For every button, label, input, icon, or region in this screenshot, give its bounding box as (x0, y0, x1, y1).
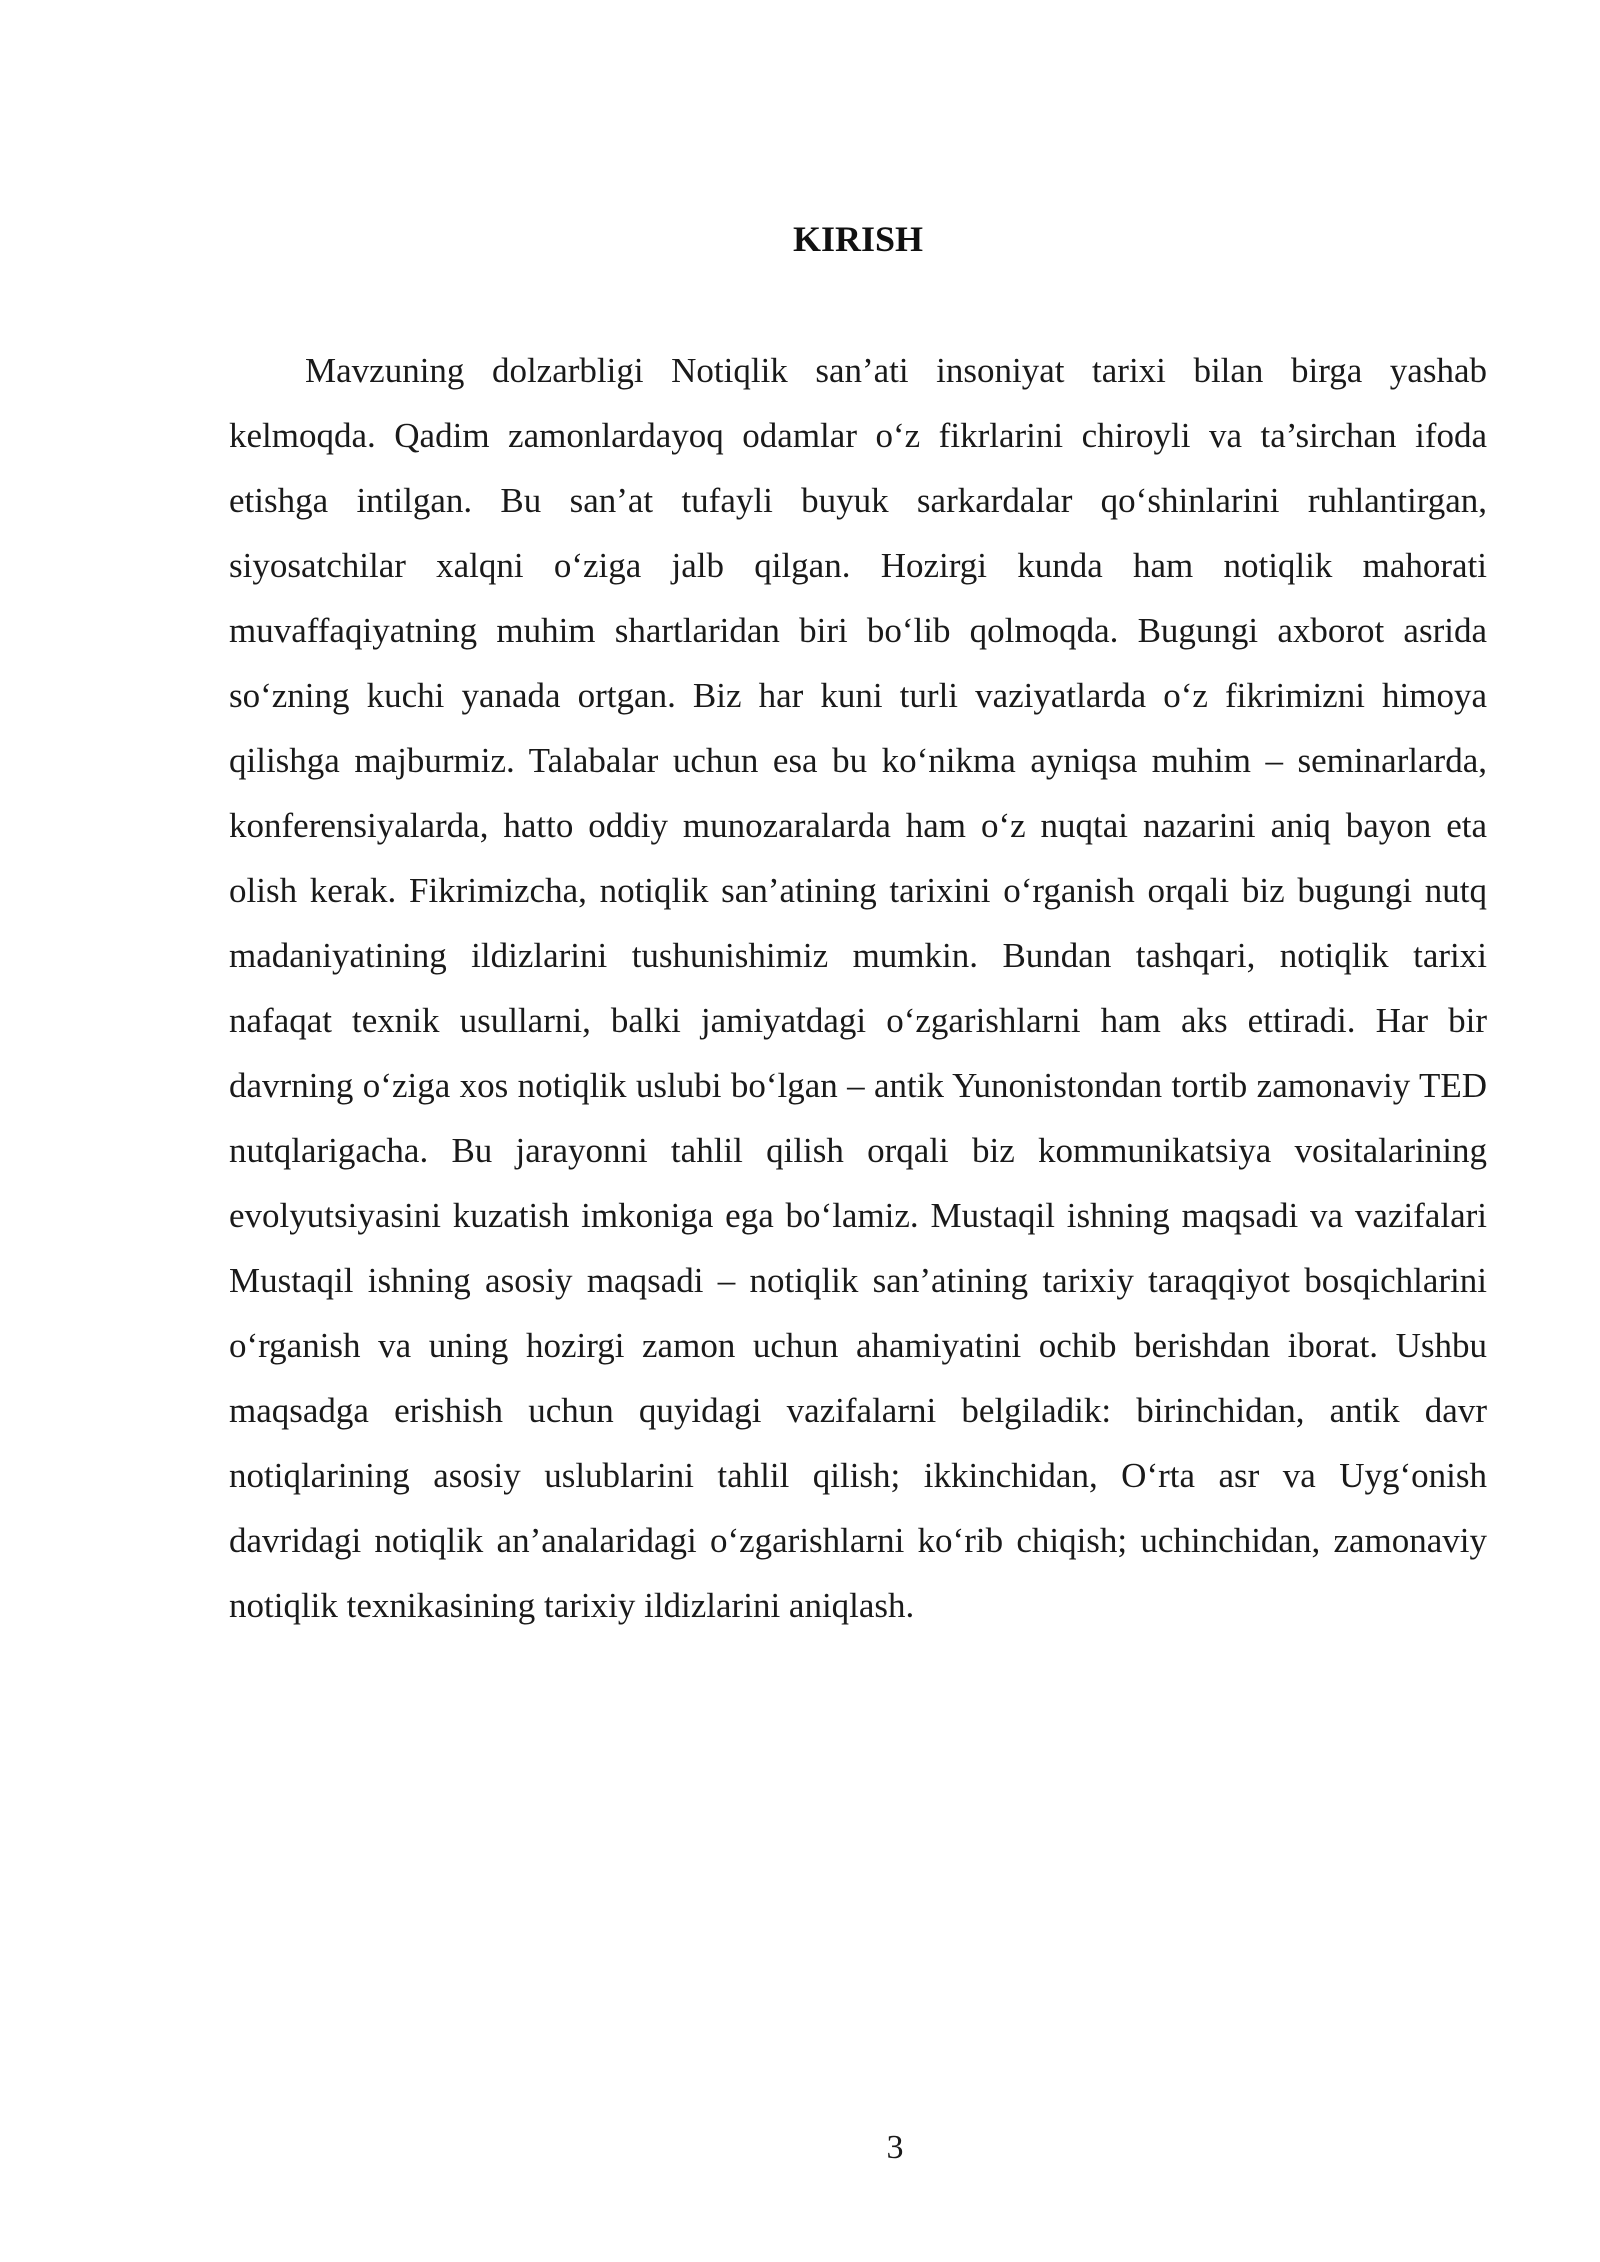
body-paragraph: Mavzuning dolzarbligi Notiqlik san’ati insoniyat tarixi bilan birga yashab kelmoqda. Qadim zamonlardayoq odamlar o‘z fikrlarini chiroyli va ta’sirchan ifoda etishga intilgan. Bu san’at tufayli buyuk sarkardalar qo‘shinlarini ruhlantirgan, siyosatchilar xalqni o‘ziga jalb qilgan. Hozirgi kunda ham notiqlik mahorati muvaffaqiyatning muhim shartlaridan biri bo‘lib qolmoqda. Bugungi axborot asrida so‘zning kuchi yanada ortgan. Biz har kuni turli vaziyatlarda o‘z fikrimizni himoya qilishga majburmiz. Talabalar uchun esa bu ko‘nikma ayniqsa muhim – seminarlarda, konferensiyalarda, hatto oddiy munozaralarda ham o‘z nuqtai nazarini aniq bayon eta olish kerak. Fikrimizcha, notiqlik san’atining tarixini o‘rganish orqali biz bugungi nutq madaniyatining ildizlarini tushunishimiz mumkin. Bundan tashqari, notiqlik tarixi nafaqat texnik usullarni, balki jamiyatdagi o‘zgarishlarni ham aks ettiradi. Har bir davrning o‘ziga xos notiqlik uslubi bo‘lgan – antik Yunonistondan tortib zamonaviy TED nutqlarigacha. Bu jarayonni tahlil qilish orqali biz kommunikatsiya vositalarining evolyutsiyasini kuzatish imkoniga ega bo‘lamiz. Mustaqil ishning maqsadi va vazifalari Mustaqil ishning asosiy maqsadi – notiqlik san’atining tarixiy taraqqiyot bosqichlarini o‘rganish va uning hozirgi zamon uchun ahamiyatini ochib berishdan iborat. Ushbu maqsadga erishish uchun quyidagi vazifalarni belgiladik: birinchidan, antik davr notiqlarining asosiy uslublarini tahlil qilish; ikkinchidan, O‘rta asr va Uyg‘onish davridagi notiqlik an’analaridagi o‘zgarishlarni ko‘rib chiqish; uchinchidan, zamonaviy notiqlik texnikasining tarixiy ildizlarini aniqlash. (229, 351, 1487, 1625)
section-heading: KIRISH (792, 219, 924, 259)
page-number: 3 (886, 2129, 904, 2166)
